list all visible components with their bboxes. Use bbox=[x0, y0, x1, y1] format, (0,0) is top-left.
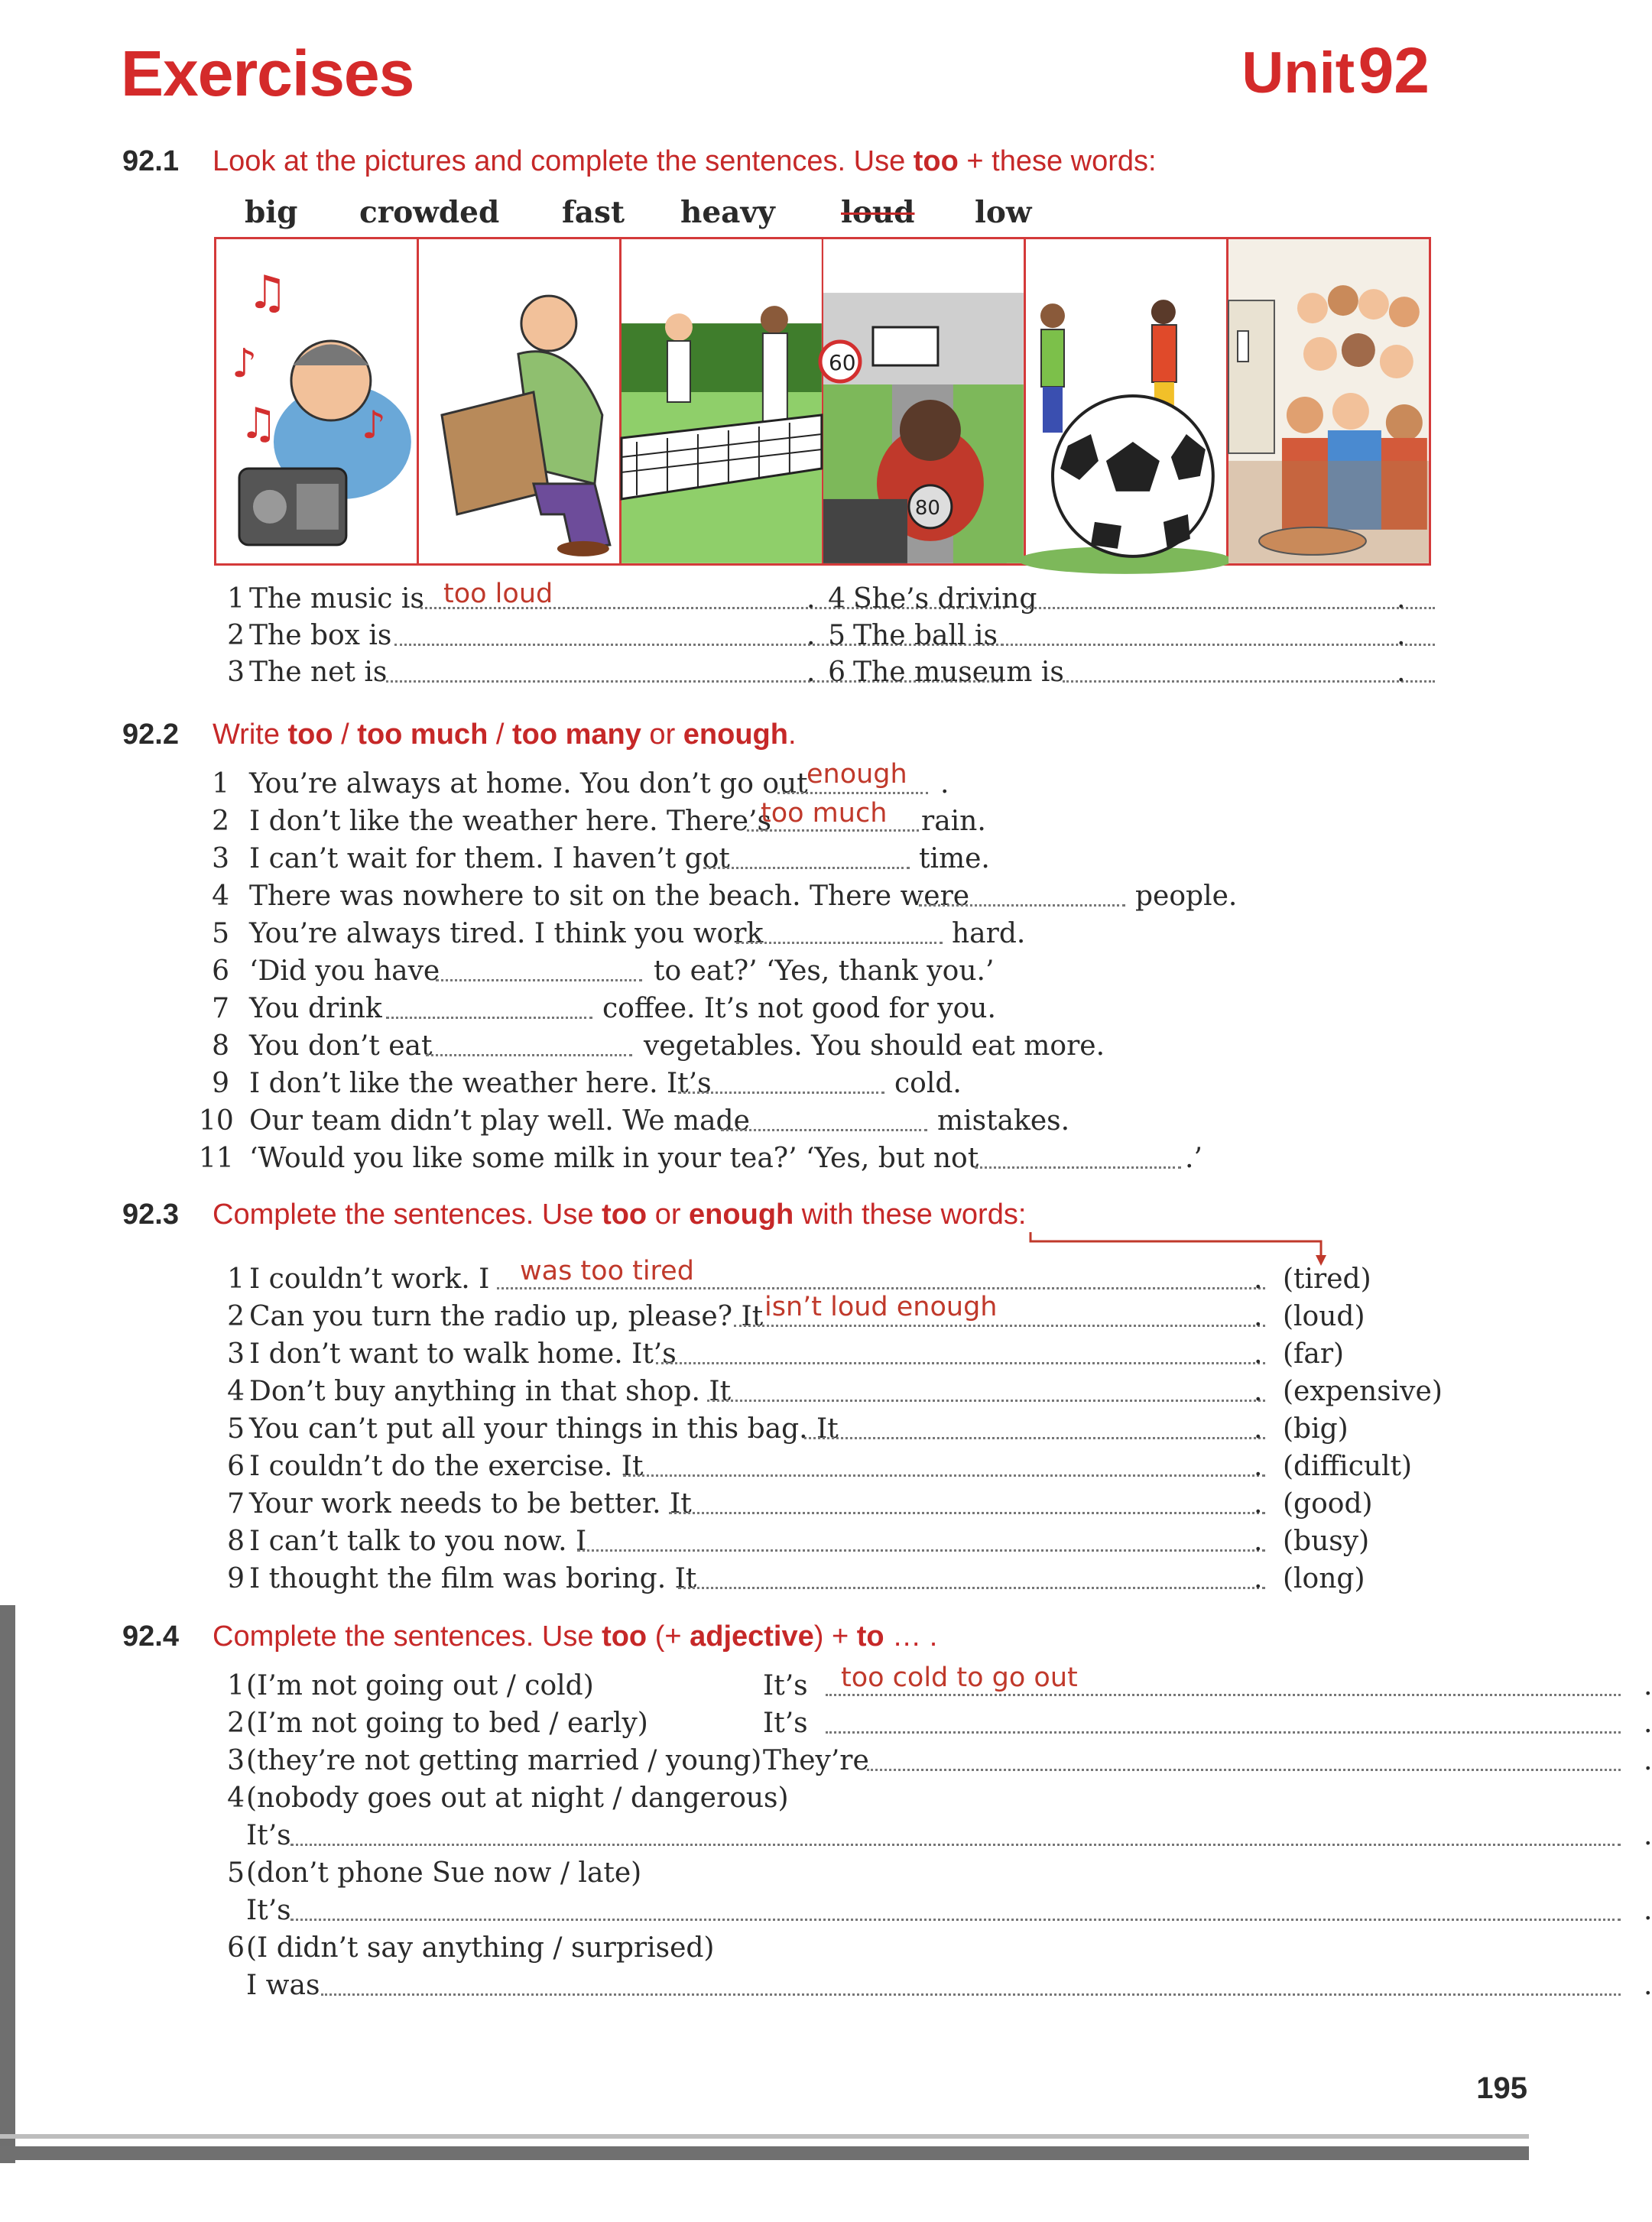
page-title: Exercises bbox=[121, 37, 414, 109]
driver-speeding-illustration bbox=[823, 239, 1024, 563]
answer-blank[interactable] bbox=[707, 1376, 1265, 1402]
giant-football-illustration bbox=[1026, 239, 1226, 563]
word-big: big bbox=[245, 195, 298, 230]
answer-blank[interactable] bbox=[436, 955, 642, 981]
answer-blank[interactable] bbox=[804, 1413, 1265, 1439]
answer-blank[interactable] bbox=[1026, 583, 1435, 609]
section-92-1-heading bbox=[122, 145, 1157, 178]
section-instruction: Look at the pictures and complete the sentences. Use too + these words: bbox=[213, 145, 1157, 177]
ex1-item-4: 4 She’s driving . bbox=[818, 583, 1414, 620]
answer-blank[interactable] bbox=[623, 1451, 1265, 1477]
answer-blank[interactable] bbox=[826, 1708, 1621, 1734]
page-bottom-edge-light bbox=[0, 2134, 1529, 2139]
man-carrying-box-illustration bbox=[419, 239, 619, 563]
picture-1-loud-music bbox=[216, 239, 419, 563]
section-instruction: Complete the sentences. Use too (+ adjective) + to … . bbox=[213, 1620, 938, 1653]
unit-label bbox=[1241, 34, 1430, 108]
answer-blank[interactable] bbox=[678, 1563, 1265, 1589]
picture-3-low-net bbox=[622, 239, 824, 563]
answer-blank[interactable] bbox=[1001, 620, 1435, 646]
svg-text:80: 80 bbox=[915, 496, 941, 520]
svg-text:♪: ♪ bbox=[361, 402, 386, 447]
page-bottom-edge bbox=[0, 2146, 1529, 2160]
answer-blank[interactable] bbox=[290, 1895, 1621, 1921]
page-binding-edge bbox=[0, 1605, 15, 2163]
handwritten-answer: too cold to go out bbox=[841, 1662, 1078, 1693]
page-number: 195 bbox=[1476, 2071, 1527, 2105]
ex1-item-3: 3 The net is . bbox=[214, 657, 826, 693]
handwritten-answer: too loud bbox=[443, 579, 553, 609]
picture-6-crowded-museum bbox=[1228, 239, 1429, 563]
picture-5-big-ball bbox=[1026, 239, 1228, 563]
word-low: low bbox=[975, 195, 1032, 230]
tennis-players-illustration bbox=[622, 239, 822, 563]
crowded-museum-illustration bbox=[1228, 239, 1429, 563]
answer-blank[interactable] bbox=[321, 1970, 1621, 1996]
handwritten-answer: too much bbox=[761, 798, 888, 829]
answer-blank[interactable] bbox=[678, 1068, 884, 1094]
answer-blank[interactable] bbox=[1063, 657, 1435, 683]
svg-text:♫: ♫ bbox=[239, 398, 278, 449]
picture-strip bbox=[214, 237, 1431, 566]
answer-blank[interactable] bbox=[975, 1143, 1181, 1169]
section-number: 92.1 bbox=[122, 145, 179, 177]
answer-blank[interactable] bbox=[919, 881, 1125, 907]
answer-blank[interactable] bbox=[703, 843, 910, 869]
section-instruction: Complete the sentences. Use too or enough with these words: bbox=[213, 1199, 1027, 1231]
picture-2-heavy-box bbox=[419, 239, 622, 563]
answer-blank[interactable] bbox=[577, 1526, 1265, 1552]
word-heavy: heavy bbox=[680, 195, 775, 230]
section-number: 92.2 bbox=[122, 719, 179, 751]
answer-blank[interactable] bbox=[656, 1338, 1265, 1364]
answer-blank[interactable] bbox=[736, 918, 943, 944]
section-number: 92.4 bbox=[122, 1620, 179, 1653]
svg-text:♪: ♪ bbox=[231, 341, 258, 388]
section-number: 92.3 bbox=[122, 1199, 179, 1231]
ex1-item-5: 5 The ball is . bbox=[818, 620, 1414, 657]
answer-blank[interactable] bbox=[669, 1488, 1265, 1514]
answer-blank[interactable] bbox=[290, 1820, 1621, 1846]
handwritten-answer: enough bbox=[807, 759, 907, 790]
word-loud-crossed: loud bbox=[841, 195, 915, 230]
ex1-item-2: 2 The box is . bbox=[214, 620, 826, 657]
section-92-4-heading bbox=[122, 1620, 937, 1653]
answer-blank[interactable] bbox=[386, 993, 592, 1019]
unit-word: Unit bbox=[1241, 41, 1355, 105]
svg-text:♫: ♫ bbox=[246, 266, 288, 320]
ex1-item-6: 6 The museum is . bbox=[818, 657, 1414, 693]
picture-4-fast-driving bbox=[823, 239, 1026, 563]
man-covering-ears-illustration bbox=[216, 239, 417, 563]
handwritten-answer: isn’t loud enough bbox=[764, 1292, 998, 1322]
answer-blank[interactable] bbox=[426, 1030, 632, 1056]
answer-blank[interactable] bbox=[721, 1105, 927, 1131]
svg-text:60: 60 bbox=[829, 350, 857, 376]
handwritten-answer: was too tired bbox=[520, 1256, 694, 1286]
ex1-item-1: 1 The music is too loud . bbox=[214, 583, 826, 620]
section-92-2-heading bbox=[122, 719, 797, 751]
word-crowded: crowded bbox=[359, 195, 500, 230]
word-fast: fast bbox=[562, 195, 625, 230]
section-instruction: Write too / too much / too many or enough. bbox=[213, 719, 797, 751]
section-92-3-heading bbox=[122, 1199, 1026, 1231]
answer-blank[interactable] bbox=[867, 1745, 1621, 1771]
unit-number: 92 bbox=[1358, 34, 1430, 106]
